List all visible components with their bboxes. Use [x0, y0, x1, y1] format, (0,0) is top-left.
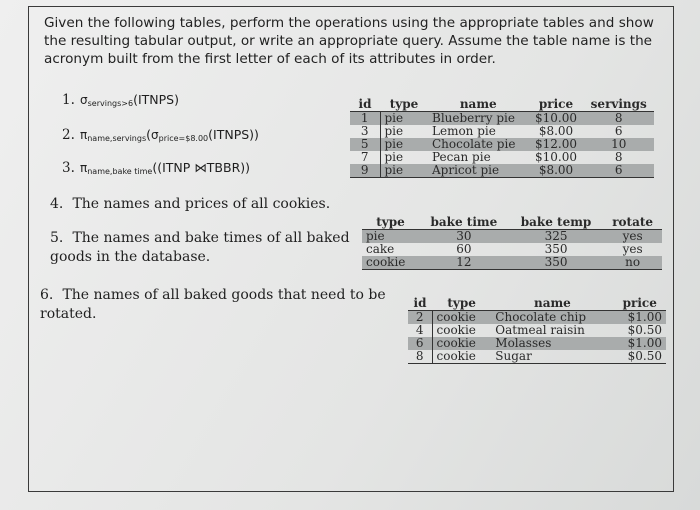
header-price: price — [529, 97, 584, 112]
sigma-symbol: σ — [151, 128, 159, 142]
cell-id: 3 — [350, 125, 380, 138]
cell-bake-time: 30 — [419, 230, 509, 244]
question-2-expression: (ITNPS)) — [208, 127, 259, 142]
cell-type: pie — [380, 164, 428, 178]
cell-id: 6 — [408, 337, 432, 350]
cell-rotate: yes — [622, 242, 643, 256]
sigma-symbol: σ — [80, 93, 88, 107]
question-6 — [40, 286, 395, 324]
question-3 — [62, 160, 250, 176]
question-6-text: The names of all baked goods that need to be rotated. — [40, 287, 386, 322]
cell-id: 4 — [408, 324, 432, 337]
cell-name: Sugar — [491, 350, 613, 364]
cell-servings: 6 — [583, 164, 654, 178]
cell-rotate: no — [603, 256, 662, 270]
cell-id: 5 — [350, 138, 380, 151]
cell-bake-temp: 350 — [544, 242, 568, 256]
header-name: name — [491, 296, 613, 311]
question-6-number: 6. — [40, 287, 54, 303]
cell-bake-temp: 350 — [509, 256, 603, 270]
cell-bake-time: 60 — [456, 242, 472, 256]
question-2-condition: price=$8.00 — [158, 134, 209, 143]
question-4-number: 4. — [50, 196, 64, 212]
header-type: type — [432, 296, 491, 311]
cell-price: $8.00 — [529, 164, 584, 178]
pi-symbol: π — [80, 161, 88, 175]
cell-price: $1.00 — [614, 337, 666, 350]
cell-type: pie — [362, 230, 419, 244]
header-bake-time: bake time — [419, 215, 509, 230]
cell-price: $10.00 — [529, 112, 584, 126]
cell-name: Blueberry pie — [428, 112, 529, 126]
cell-id: 1 — [350, 112, 380, 126]
question-1-condition: servings>6 — [87, 99, 134, 108]
question-3-number: 3. — [62, 160, 75, 176]
cell-type: cookie — [432, 350, 491, 364]
cell-price: $10.00 — [535, 150, 577, 164]
header-type: type — [362, 215, 419, 230]
cell-bake-time: 12 — [419, 256, 509, 270]
table-header-row — [362, 215, 662, 230]
header-price: price — [614, 296, 666, 311]
cell-price: $8.00 — [538, 124, 574, 138]
question-3-expression: ((ITNP ⋈TBBR)) — [152, 160, 251, 175]
table-itnp — [408, 296, 666, 364]
cell-servings: 10 — [583, 138, 654, 151]
cell-type: cookie — [432, 311, 491, 325]
header-rotate: rotate — [603, 215, 662, 230]
cell-name: Apricot pie — [428, 164, 529, 178]
cell-name: Lemon pie — [432, 124, 496, 138]
cell-type: pie — [380, 112, 428, 126]
table-header-row — [408, 296, 666, 311]
question-1-number: 1. — [62, 92, 75, 108]
question-3-projection: name,bake time — [87, 167, 153, 176]
cell-servings: 6 — [614, 124, 623, 138]
question-5-text: The names and bake times of all baked goods in the database. — [50, 230, 350, 265]
header-bake-temp: bake temp — [509, 215, 603, 230]
table-row — [362, 243, 662, 256]
cell-type: cookie — [436, 323, 476, 337]
question-5-number: 5. — [50, 230, 64, 246]
header-id: id — [408, 296, 432, 311]
pi-symbol: π — [80, 128, 88, 142]
header-name: name — [428, 97, 529, 112]
question-2-projection: name,servings — [87, 134, 147, 143]
cell-id: 7 — [350, 151, 380, 164]
cell-name: Chocolate chip — [491, 311, 613, 325]
table-row — [362, 230, 662, 244]
cell-id: 8 — [408, 350, 432, 364]
cell-price: $1.00 — [614, 311, 666, 325]
instructions-text: Given the following tables, perform the operations using the appropriate tables and show the resulting tabular output, or write an appropriate query. Assume the table name is the acronym built from the first letter of each of its attributes in order. — [44, 15, 654, 67]
cell-servings: 8 — [614, 150, 623, 164]
cell-type: cookie — [432, 337, 491, 350]
question-1-expression: (ITNPS) — [133, 92, 179, 107]
table-row — [408, 350, 666, 364]
cell-servings: 8 — [583, 112, 654, 126]
question-1 — [62, 92, 179, 108]
cell-price: $0.50 — [614, 350, 666, 364]
header-type: type — [380, 97, 428, 112]
header-id: id — [350, 97, 380, 112]
cell-price: $0.50 — [627, 323, 662, 337]
cell-bake-temp: 325 — [509, 230, 603, 244]
cell-id: 2 — [408, 311, 432, 325]
cell-type: cake — [366, 242, 395, 256]
question-4-text: The names and prices of all cookies. — [72, 196, 331, 212]
question-4 — [50, 195, 330, 214]
cell-rotate: yes — [603, 230, 662, 244]
cell-price: $12.00 — [529, 138, 584, 151]
cell-type: pie — [380, 138, 428, 151]
question-2 — [62, 127, 259, 143]
cell-type: pie — [384, 150, 404, 164]
table-row — [350, 164, 654, 178]
table-row — [362, 256, 662, 270]
table-row — [408, 311, 666, 325]
cell-name: Pecan pie — [432, 150, 491, 164]
cell-type: pie — [384, 124, 404, 138]
header-servings: servings — [583, 97, 654, 112]
table-row — [350, 112, 654, 126]
cell-id: 9 — [350, 164, 380, 178]
cell-name: Oatmeal raisin — [495, 323, 585, 337]
cell-name: Molasses — [491, 337, 613, 350]
open-paren: ( — [146, 127, 152, 142]
cell-name: Chocolate pie — [428, 138, 529, 151]
table-tbbr — [362, 215, 662, 270]
cell-type: cookie — [362, 256, 419, 270]
question-5 — [50, 229, 350, 267]
question-2-number: 2. — [62, 127, 75, 143]
table-itnps — [350, 97, 654, 178]
table-header-row — [350, 97, 654, 112]
